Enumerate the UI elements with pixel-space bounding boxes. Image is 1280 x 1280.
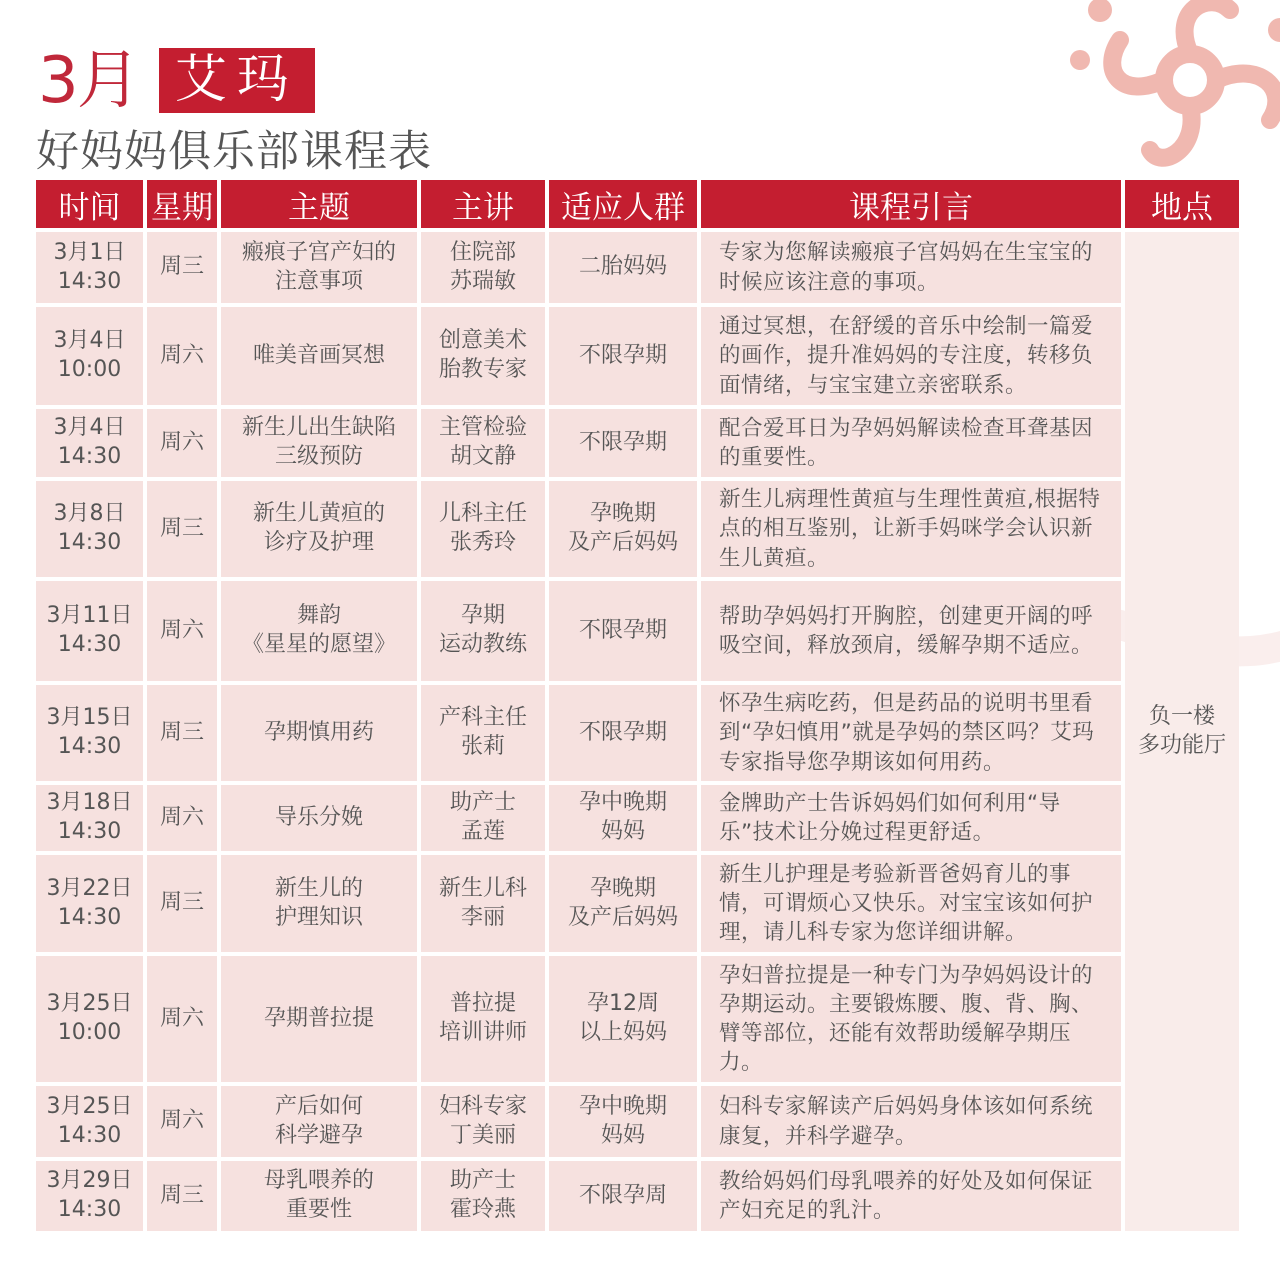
cell-intro: 帮助孕妈妈打开胸腔，创建更开阔的呼吸空间，释放颈肩，缓解孕期不适应。: [701, 581, 1121, 681]
cell-audience: 不限孕期: [549, 685, 697, 781]
cell-speaker: 主管检验 胡文静: [421, 409, 545, 477]
cell-intro: 配合爱耳日为孕妈妈解读检查耳聋基因的重要性。: [701, 409, 1121, 477]
cell-intro: 通过冥想，在舒缓的音乐中绘制一篇爱的画作，提升准妈妈的专注度，转移负面情绪，与宝宝建立亲密联系。: [701, 307, 1121, 405]
cell-topic: 唯美音画冥想: [221, 307, 417, 405]
cell-audience: 孕12周 以上妈妈: [549, 956, 697, 1082]
cell-day: 周三: [147, 685, 217, 781]
cell-audience: 孕中晚期 妈妈: [549, 785, 697, 851]
cell-topic: 导乐分娩: [221, 785, 417, 851]
schedule-table: [36, 180, 1239, 1231]
cell-audience: 不限孕期: [549, 409, 697, 477]
cell-day: 周三: [147, 855, 217, 952]
cell-intro: 教给妈妈们母乳喂养的好处及如何保证产妇充足的乳汁。: [701, 1161, 1121, 1231]
cell-audience: 孕晚期 及产后妈妈: [549, 855, 697, 952]
cell-intro: 新生儿病理性黄疸与生理性黄疸,根据特点的相互鉴别，让新手妈咪学会认识新生儿黄疸。: [701, 481, 1121, 577]
cell-speaker: 住院部 苏瑞敏: [421, 232, 545, 303]
cell-time: 3月8日 14:30: [36, 481, 143, 577]
cell-audience: 孕晚期 及产后妈妈: [549, 481, 697, 577]
cell-time: 3月15日 14:30: [36, 685, 143, 781]
cell-topic: 母乳喂养的 重要性: [221, 1161, 417, 1231]
cell-day: 周六: [147, 785, 217, 851]
cell-day: 周六: [147, 409, 217, 477]
cell-time: 3月4日 10:00: [36, 307, 143, 405]
page-title: 好妈妈俱乐部课程表: [36, 127, 432, 177]
cell-intro: 金牌助产士告诉妈妈们如何利用“导乐”技术让分娩过程更舒适。: [701, 785, 1121, 851]
cell-speaker: 助产士 霍玲燕: [421, 1161, 545, 1231]
brand-badge: 艾玛: [159, 48, 315, 113]
cell-audience: 不限孕期: [549, 581, 697, 681]
cell-topic: 舞韵 《星星的愿望》: [221, 581, 417, 681]
cell-intro: 妇科专家解读产后妈妈身体该如何系统康复，并科学避孕。: [701, 1086, 1121, 1157]
cell-topic: 新生儿出生缺陷 三级预防: [221, 409, 417, 477]
cell-time: 3月4日 14:30: [36, 409, 143, 477]
cell-day: 周六: [147, 581, 217, 681]
cell-time: 3月25日 14:30: [36, 1086, 143, 1157]
cell-time: 3月25日 10:00: [36, 956, 143, 1082]
cell-time: 3月11日 14:30: [36, 581, 143, 681]
cell-day: 周六: [147, 1086, 217, 1157]
cell-time: 3月18日 14:30: [36, 785, 143, 851]
header-location: 地点: [1125, 180, 1239, 228]
cell-audience: 不限孕期: [549, 307, 697, 405]
header-speaker: 主讲: [421, 180, 545, 228]
location-cell: 负一楼 多功能厅: [1125, 232, 1239, 1231]
cell-topic: 孕期普拉提: [221, 956, 417, 1082]
header-time: 时间: [36, 180, 143, 228]
cell-audience: 孕中晚期 妈妈: [549, 1086, 697, 1157]
cell-intro: 孕妇普拉提是一种专门为孕妈妈设计的孕期运动。主要锻炼腰、腹、背、胸、臂等部位，还能有效帮助缓解孕期压力。: [701, 956, 1121, 1082]
cell-speaker: 创意美术 胎教专家: [421, 307, 545, 405]
header-topic: 主题: [221, 180, 417, 228]
cell-intro: 新生儿护理是考验新晋爸妈育儿的事情，可谓烦心又快乐。对宝宝该如何护理，请儿科专家为您详细讲解。: [701, 855, 1121, 952]
cell-day: 周六: [147, 307, 217, 405]
header-audience: 适应人群: [549, 180, 697, 228]
cell-speaker: 普拉提 培训讲师: [421, 956, 545, 1082]
header-day: 星期: [147, 180, 217, 228]
cell-day: 周三: [147, 232, 217, 303]
cell-time: 3月29日 14:30: [36, 1161, 143, 1231]
floral-decoration: [1040, 0, 1280, 190]
cell-topic: 新生儿的 护理知识: [221, 855, 417, 952]
cell-intro: 专家为您解读瘢痕子宫妈妈在生宝宝的时候应该注意的事项。: [701, 232, 1121, 303]
cell-audience: 不限孕周: [549, 1161, 697, 1231]
cell-speaker: 儿科主任 张秀玲: [421, 481, 545, 577]
cell-speaker: 产科主任 张莉: [421, 685, 545, 781]
cell-topic: 产后如何 科学避孕: [221, 1086, 417, 1157]
header-intro: 课程引言: [701, 180, 1121, 228]
cell-day: 周六: [147, 956, 217, 1082]
cell-topic: 孕期慎用药: [221, 685, 417, 781]
cell-intro: 怀孕生病吃药，但是药品的说明书里看到“孕妇慎用”就是孕妈的禁区吗？艾玛专家指导您孕期该如何用药。: [701, 685, 1121, 781]
cell-day: 周三: [147, 481, 217, 577]
cell-audience: 二胎妈妈: [549, 232, 697, 303]
cell-time: 3月1日 14:30: [36, 232, 143, 303]
cell-time: 3月22日 14:30: [36, 855, 143, 952]
title-row: [38, 43, 315, 118]
cell-speaker: 孕期 运动教练: [421, 581, 545, 681]
cell-speaker: 助产士 孟莲: [421, 785, 545, 851]
cell-speaker: 新生儿科 李丽: [421, 855, 545, 952]
cell-topic: 瘢痕子宫产妇的 注意事项: [221, 232, 417, 303]
month-label: 3月: [38, 43, 139, 118]
cell-day: 周三: [147, 1161, 217, 1231]
cell-speaker: 妇科专家 丁美丽: [421, 1086, 545, 1157]
cell-topic: 新生儿黄疸的 诊疗及护理: [221, 481, 417, 577]
